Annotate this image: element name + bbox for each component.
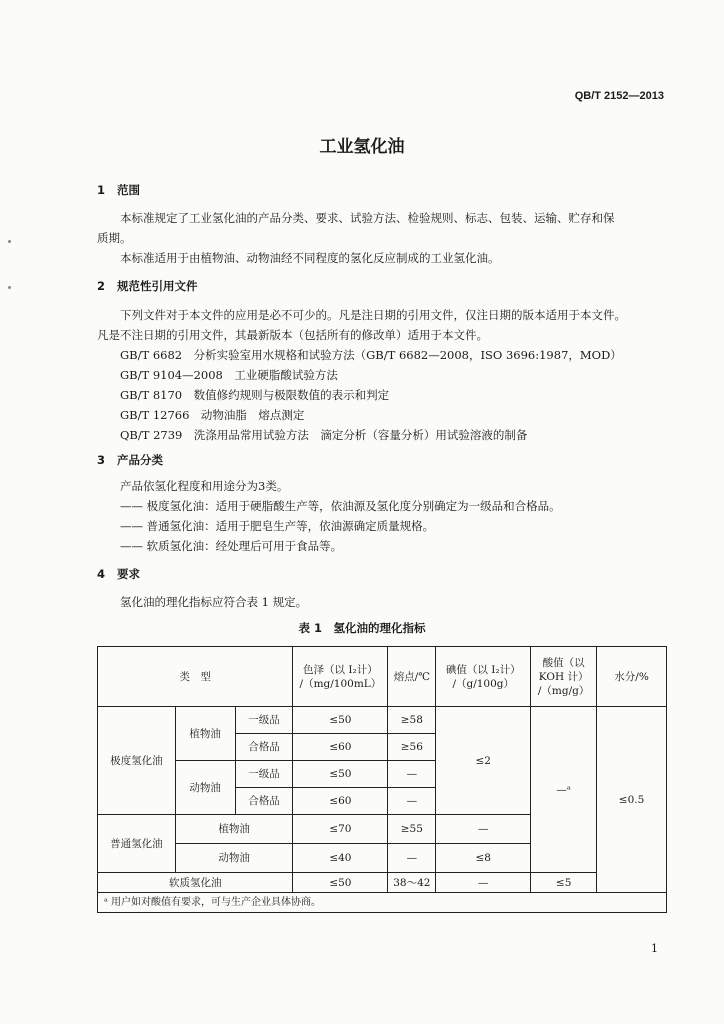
table-footnote-row xyxy=(98,893,667,913)
page-title: 工业氢化油 xyxy=(319,137,405,157)
header-line: 酸值（以 xyxy=(542,656,585,669)
text-line: 本标准规定了工业氢化油的产品分类、要求、试验方法、检验规则、标志、包装、运输、贮存和保 xyxy=(120,211,615,225)
section-title: 产品分类 xyxy=(117,453,163,467)
text-line: 氢化油的理化指标应符合表 1 规定。 xyxy=(120,595,308,609)
cell-melt: — xyxy=(388,844,436,873)
row-label-veg: 植物油 xyxy=(175,815,293,844)
cell-acid: —ᵃ xyxy=(531,707,597,873)
normative-reference: GB/T 6682 分析实验室用水规格和试验方法（GB/T 6682—2008，ISO 3696:1987，MOD） xyxy=(120,348,622,362)
header-line: /（g/100g） xyxy=(452,677,515,690)
grade-qualified: 合格品 xyxy=(235,734,293,761)
header-iodine xyxy=(436,647,531,707)
cell-iodine: — xyxy=(436,815,531,844)
section-3-heading xyxy=(97,452,163,468)
cell-melt: — xyxy=(388,761,436,788)
cell-color: ≤50 xyxy=(293,873,388,893)
header-acid xyxy=(531,647,597,707)
grade-first: 一级品 xyxy=(235,761,293,788)
section-4-heading xyxy=(97,566,140,582)
row-label-soft: 软质氢化油 xyxy=(98,873,293,893)
header-line: KOH 计） xyxy=(538,670,589,683)
page-number: 1 xyxy=(651,942,658,955)
grade-qualified: 合格品 xyxy=(235,788,293,815)
normative-reference: GB/T 12766 动物油脂 熔点测定 xyxy=(120,408,305,422)
cell-melt: — xyxy=(388,788,436,815)
section-3-para-1 xyxy=(97,476,671,496)
normative-reference: GB/T 9104—2008 工业硬脂酸试验方法 xyxy=(120,368,338,382)
header-line: 色泽（以 I₂计） xyxy=(303,663,378,676)
row-label-ani: 动物油 xyxy=(175,761,235,815)
cell-color: ≤70 xyxy=(293,815,388,844)
cell-color: ≤60 xyxy=(293,788,388,815)
cell-acid: ≤5 xyxy=(531,873,597,893)
row-label-ani: 动物油 xyxy=(175,844,293,873)
cell-melt: ≥56 xyxy=(388,734,436,761)
cell-melt: ≥58 xyxy=(388,707,436,734)
section-number: 2 xyxy=(97,279,106,293)
list-item: —— 极度氢化油：适用于硬脂酸生产等，依油源及氢化度分别确定为一级品和合格品。 xyxy=(120,499,561,513)
section-title: 规范性引用文件 xyxy=(117,279,198,293)
section-1-heading xyxy=(97,182,140,198)
header-line: 碘值（以 I₂计） xyxy=(445,663,521,676)
section-number: 3 xyxy=(97,453,106,467)
grade-first: 一级品 xyxy=(235,707,293,734)
cell-iodine: ≤2 xyxy=(436,707,531,815)
section-number: 1 xyxy=(97,183,106,197)
header-type: 类 型 xyxy=(98,647,293,707)
table-caption: 表 1 氢化油的理化指标 xyxy=(298,621,426,635)
table-header-row xyxy=(98,647,667,707)
section-number: 4 xyxy=(97,567,106,581)
row-label-normal: 普通氢化油 xyxy=(98,815,176,873)
section-2-para-1-cont: 凡是不注日期的引用文件，其最新版本（包括所有的修改单）适用于本文件。 xyxy=(97,328,488,342)
section-1-para-2 xyxy=(97,248,671,268)
normative-reference: GB/T 8170 数值修约规则与极限数值的表示和判定 xyxy=(120,388,390,402)
cell-color: ≤50 xyxy=(293,707,388,734)
section-1-para-1-cont: 质期。 xyxy=(97,231,132,245)
cell-moisture: ≤0.5 xyxy=(597,707,667,893)
cell-iodine: — xyxy=(436,873,531,893)
table-row xyxy=(98,707,667,734)
normative-reference: QB/T 2739 洗涤用品常用试验方法 滴定分析（容量分析）用试验溶液的制备 xyxy=(120,428,528,442)
standard-code: QB/T 2152—2013 xyxy=(574,90,664,102)
text-line: 下列文件对于本文件的应用是必不可少的。凡是注日期的引用文件，仅注日期的版本适用于本文件。 xyxy=(120,308,626,322)
header-line: /（mg/100mL） xyxy=(299,677,382,690)
row-label-veg: 植物油 xyxy=(175,707,235,761)
section-4-para-1 xyxy=(97,592,671,612)
spec-table xyxy=(97,646,667,913)
section-title: 范围 xyxy=(117,183,140,197)
scan-speck xyxy=(8,240,11,243)
section-1-para-1 xyxy=(97,208,671,228)
table-footnote: ᵃ 用户如对酸值有要求，可与生产企业具体协商。 xyxy=(98,893,667,913)
header-color xyxy=(293,647,388,707)
row-label-extreme: 极度氢化油 xyxy=(98,707,176,815)
header-melt: 熔点/℃ xyxy=(388,647,436,707)
cell-color: ≤60 xyxy=(293,734,388,761)
text-line: 产品依氢化程度和用途分为3类。 xyxy=(120,479,289,493)
cell-color: ≤40 xyxy=(293,844,388,873)
header-moisture: 水分/% xyxy=(597,647,667,707)
section-title: 要求 xyxy=(117,567,140,581)
cell-melt: 38～42 xyxy=(388,873,436,893)
list-item: —— 软质氢化油：经处理后可用于食品等。 xyxy=(120,539,343,553)
text-line: 本标准适用于由植物油、动物油经不同程度的氢化反应制成的工业氢化油。 xyxy=(120,251,500,265)
header-line: /（mg/g） xyxy=(537,684,590,697)
scan-speck xyxy=(8,286,11,289)
list-item: —— 普通氢化油：适用于肥皂生产等，依油源确定质量规格。 xyxy=(120,519,435,533)
section-2-para-1 xyxy=(97,305,671,325)
cell-iodine: ≤8 xyxy=(436,844,531,873)
section-2-heading xyxy=(97,278,198,294)
cell-color: ≤50 xyxy=(293,761,388,788)
table-row xyxy=(98,873,667,893)
cell-melt: ≥55 xyxy=(388,815,436,844)
